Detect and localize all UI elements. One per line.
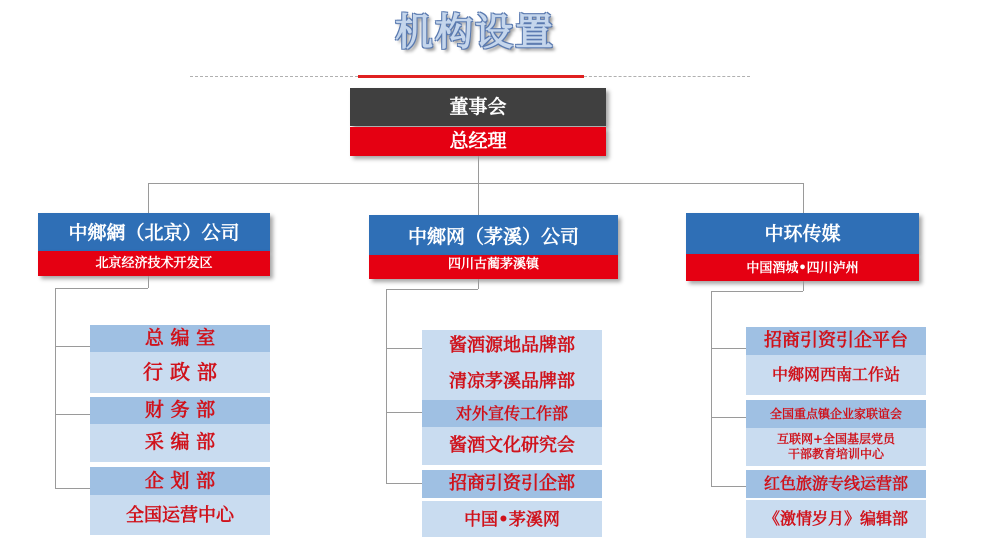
dept-china-maoxi-net: 中国•茅溪网	[422, 501, 602, 537]
connector-b1-tick-3	[55, 488, 90, 489]
dept-editorial-office: 总 编 室	[90, 325, 270, 352]
dept-passionate-years-editorial: 《激情岁月》编辑部	[746, 500, 926, 538]
dept-party-training-line-1: 互联网+全国基层党员	[776, 432, 896, 446]
general-manager-box: 总经理	[350, 127, 606, 156]
connector-b2-spine	[386, 289, 387, 483]
dept-red-tourism: 红色旅游专线运营部	[746, 470, 926, 498]
branch-maoxi-title: 中鄉网（茅溪）公司	[369, 215, 618, 255]
connector-b3-down	[803, 281, 804, 291]
connector-b2-tick-1	[386, 348, 422, 349]
connector-b2-down	[478, 279, 479, 289]
dept-national-operations: 全国运营中心	[90, 495, 270, 535]
connector-b3-tick-1	[711, 348, 746, 349]
dept-party-training-line-2: 干部教育培训中心	[787, 447, 884, 461]
dept-editing: 采 编 部	[90, 424, 270, 462]
dept-external-publicity: 对外宣传工作部	[422, 400, 602, 427]
dept-party-training-center	[746, 428, 926, 466]
connector-b2-tick-3	[386, 483, 422, 484]
connector-top-horizontal	[148, 183, 803, 184]
dept-sauce-culture-research: 酱酒文化研究会	[422, 427, 602, 465]
dept-investment-platform: 招商引资引企平台	[746, 327, 926, 355]
branch-zhonghuan-subtitle: 中国酒城•四川泸州	[686, 254, 919, 281]
connector-b1-tick-2	[55, 414, 90, 415]
connector-b1-over	[55, 288, 148, 289]
connector-branch-3	[803, 183, 804, 213]
connector-b3-over	[711, 291, 803, 292]
connector-b3-tick-2	[711, 417, 746, 418]
branch-beijing-title: 中鄉網（北京）公司	[38, 213, 270, 251]
page-title: 机构设置	[394, 10, 555, 54]
divider-left	[190, 76, 358, 77]
dept-entrepreneur-association: 全国重点镇企业家联谊会	[746, 400, 926, 428]
connector-branch-1	[148, 183, 149, 213]
connector-b1-tick-1	[55, 346, 90, 347]
branch-zhonghuan-title: 中环传媒	[686, 213, 919, 254]
connector-top-trunk	[478, 156, 479, 183]
board-box: 董事会	[350, 88, 606, 126]
dept-investment-attraction: 招商引资引企部	[422, 470, 602, 498]
connector-branch-2	[478, 183, 479, 215]
dept-qingliang-maoxi-brand: 清凉茅溪品牌部	[422, 362, 602, 400]
dept-sauce-liquor-brand: 酱酒源地品牌部	[422, 330, 602, 362]
connector-b1-down	[148, 276, 149, 288]
branch-beijing-subtitle: 北京经济技术开发区	[38, 251, 270, 276]
connector-b2-over	[386, 289, 478, 290]
branch-maoxi-subtitle: 四川古蔺茅溪镇	[369, 255, 618, 279]
dept-finance: 财 务 部	[90, 397, 270, 424]
dept-administration: 行 政 部	[90, 352, 270, 393]
connector-b3-tick-3	[711, 486, 746, 487]
divider-right	[584, 76, 750, 77]
connector-b3-spine	[711, 291, 712, 486]
connector-b2-tick-2	[386, 412, 422, 413]
dept-planning: 企 划 部	[90, 467, 270, 495]
connector-b1-spine	[55, 288, 56, 488]
dept-southwest-station: 中鄉网西南工作站	[746, 355, 926, 395]
title-underline	[358, 75, 584, 78]
